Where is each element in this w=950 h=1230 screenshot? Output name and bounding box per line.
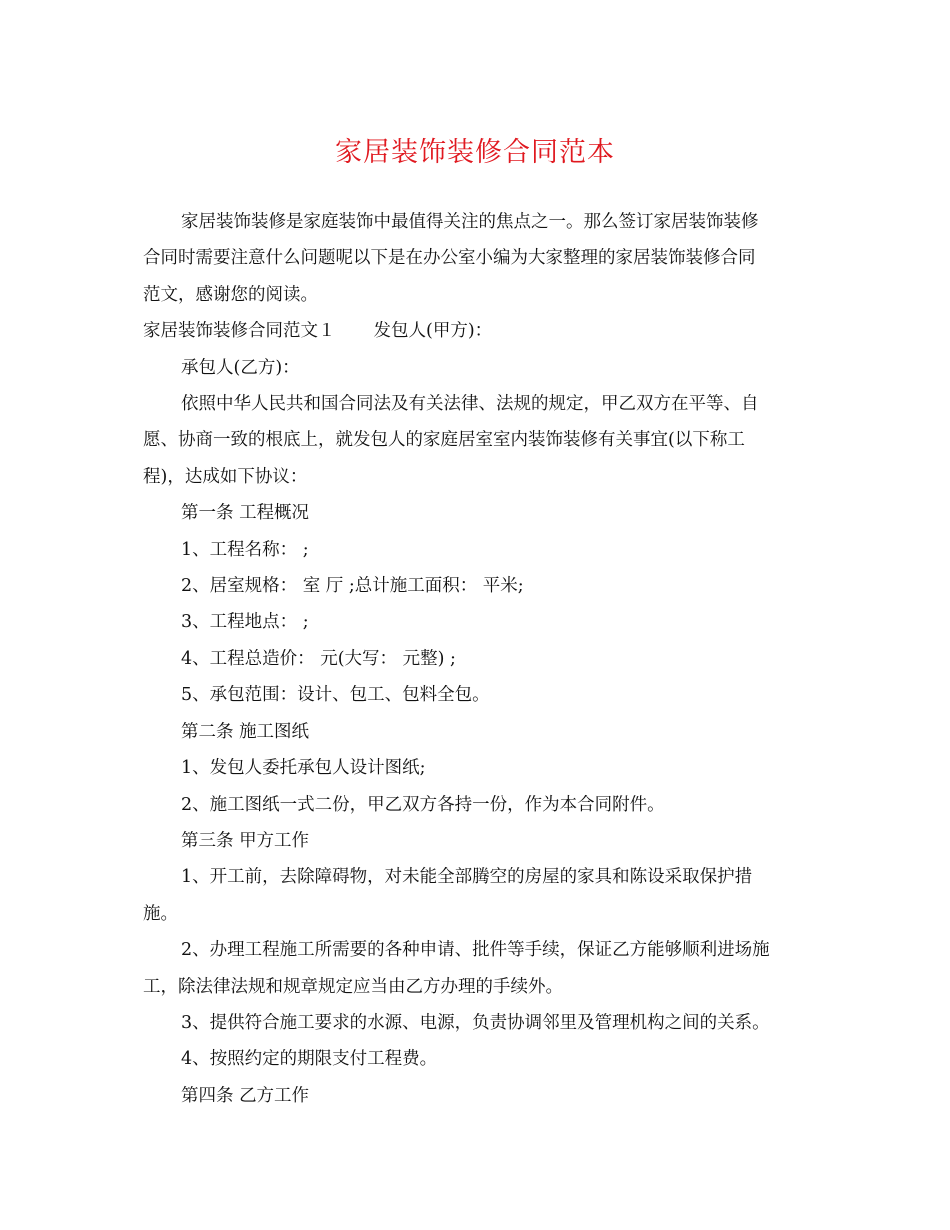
article-2-item-2: 2、施工图纸一式二份，甲乙双方各持一份，作为本合同附件。 <box>181 794 665 815</box>
article-3-item-1-line-2: 施。 <box>143 903 178 924</box>
preamble-line-1: 依照中华人民共和国合同法及有关法律、法规的规定，甲乙双方在平等、自 <box>181 394 759 415</box>
article-3-item-3: 3、提供符合施工要求的水源、电源，负责协调邻里及管理机构之间的关系。 <box>181 1012 770 1033</box>
intro-line-3: 范文，感谢您的阅读。 <box>143 284 318 305</box>
article-3-item-1-line-1: 1、开工前，去除障碍物，对未能全部腾空的房屋的家具和陈设采取保护措 <box>181 867 753 888</box>
preamble-line-3: 程)，达成如下协议： <box>143 466 308 487</box>
article-2-heading: 第二条 施工图纸 <box>181 721 310 742</box>
article-1-item-3: 3、工程地点： ; <box>181 612 309 633</box>
sample-heading: 家居装饰装修合同范文１ <box>143 321 336 342</box>
article-1-heading: 第一条 工程概况 <box>181 503 310 524</box>
article-1-item-5: 5、承包范围：设计、包工、包料全包。 <box>181 685 490 706</box>
article-3-heading: 第三条 甲方工作 <box>181 830 310 851</box>
intro-line-1: 家居装饰装修是家庭装饰中最值得关注的焦点之一。那么签订家居装饰装修 <box>181 212 759 232</box>
document-body <box>143 204 811 1114</box>
party-b-label: 承包人(乙方)： <box>181 357 300 378</box>
preamble-line-2: 愿、协商一致的根底上，就发包人的家庭居室室内装饰装修有关事宜(以下称工 <box>143 430 745 451</box>
article-1-item-1: 1、工程名称： ; <box>181 539 309 560</box>
intro-line-2: 合同时需要注意什么问题呢以下是在办公室小编为大家整理的家居装饰装修合同 <box>143 248 756 269</box>
article-3-item-4: 4、按照约定的期限支付工程费。 <box>181 1049 438 1070</box>
party-a-label: 发包人(甲方)： <box>373 321 493 342</box>
article-3-item-2-line-1: 2、办理工程施工所需要的各种申请、批件等手续，保证乙方能够顺利进场施 <box>181 940 770 961</box>
sample-heading-line <box>143 313 811 349</box>
article-3-item-2-line-2: 工，除法律法规和规章规定应当由乙方办理的手续外。 <box>143 976 563 997</box>
article-2-item-1: 1、发包人委托承包人设计图纸; <box>181 758 426 779</box>
article-1-item-2: 2、居室规格： 室 厅 ;总计施工面积： 平米; <box>181 576 524 597</box>
document-title: 家居装饰装修合同范本 <box>335 137 615 168</box>
article-4-heading: 第四条 乙方工作 <box>181 1085 310 1106</box>
article-1-item-4: 4、工程总造价： 元(大写： 元整) ; <box>181 648 456 669</box>
